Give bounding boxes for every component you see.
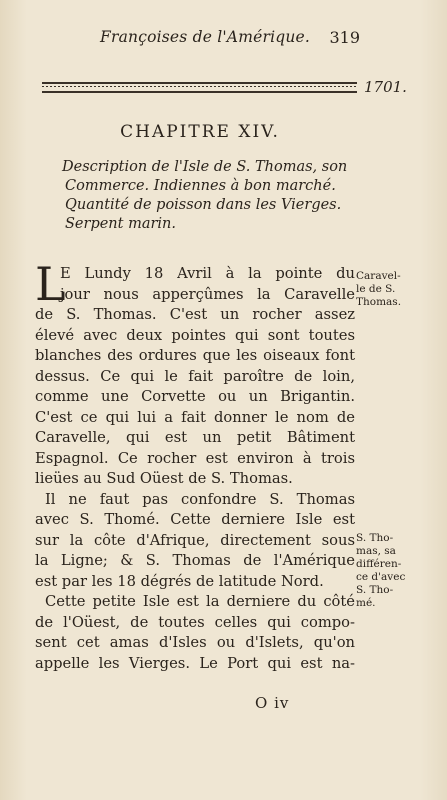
margin-note-st-thomas — [356, 532, 416, 610]
text-line: E Lundy 18 Avril à la pointe du — [60, 265, 355, 282]
text-line: Cette petite Isle est la derniere du côté — [45, 593, 355, 610]
text-line: blanches des ordures que les oiseaux font — [35, 347, 355, 364]
running-title: Françoises de l'Amérique. — [100, 28, 311, 46]
margin-note-line: Caravel- — [356, 270, 401, 282]
summary-line: Description de l'Isle de S. Thomas, son — [62, 159, 348, 175]
text-line: sur la côte d'Afrique, directement sous — [35, 531, 355, 549]
margin-note-line: ce d'avec — [356, 571, 406, 583]
chapter-heading: CHAPITRE XIV. — [120, 122, 280, 142]
text-line: Espagnol. Ce rocher est environ à trois — [35, 449, 355, 467]
text-line: de l'Oüest, de toutes celles qui compo- — [35, 613, 355, 631]
text-line: C'est ce qui lui a fait donner le nom de — [35, 408, 355, 426]
margin-note-line: S. Tho- — [356, 584, 394, 596]
text-line: élevé avec deux pointes qui sont toutes — [35, 326, 355, 344]
text-line: la Ligne; & S. Thomas de l'Amérique — [35, 552, 355, 569]
text-line: dessus. Ce qui le fait paroître de loin, — [35, 367, 355, 385]
running-head — [100, 28, 400, 52]
margin-note-line: Thomas. — [356, 296, 402, 308]
summary-line: Serpent marin. — [65, 216, 176, 232]
text-line: de S. Thomas. C'est un rocher assez — [35, 306, 355, 323]
margin-note-caravelle — [356, 270, 416, 309]
signature-mark: O iv — [255, 694, 290, 712]
body-text — [35, 257, 355, 674]
drop-cap: L — [35, 257, 66, 311]
margin-note-line: le de S. — [356, 283, 396, 295]
margin-note-line: mas, sa — [356, 545, 396, 557]
summary-line: Quantité de poisson dans les Vierges. — [65, 197, 342, 213]
margin-note-line: mé. — [356, 597, 376, 609]
text-line: appelle les Vierges. Le Port qui est na- — [35, 654, 355, 672]
text-line: lieües au Sud Oüest de S. Thomas. — [35, 470, 293, 487]
year-marker: 1701. — [364, 78, 407, 96]
ornamental-rule — [42, 82, 357, 93]
text-line: est par les 18 dégrés de latitude Nord. — [35, 572, 324, 590]
text-line: Caravelle, qui est un petit Bâtiment — [35, 429, 355, 446]
text-line: jour nous apperçûmes la Caravelle — [60, 285, 355, 303]
text-line: comme une Corvette ou un Brigantin. — [35, 388, 355, 405]
page-number: 319 — [329, 28, 360, 47]
text-line: avec S. Thomé. Cette derniere Isle est — [35, 511, 355, 528]
chapter-summary — [62, 158, 382, 234]
summary-line: Commerce. Indiennes à bon marché. — [65, 178, 336, 194]
text-line: sent cet amas d'Isles ou d'Islets, qu'on — [35, 634, 355, 651]
margin-note-line: différen- — [356, 558, 402, 570]
margin-note-line: S. Tho- — [356, 532, 394, 544]
text-line: Il ne faut pas confondre S. Thomas — [45, 490, 355, 508]
